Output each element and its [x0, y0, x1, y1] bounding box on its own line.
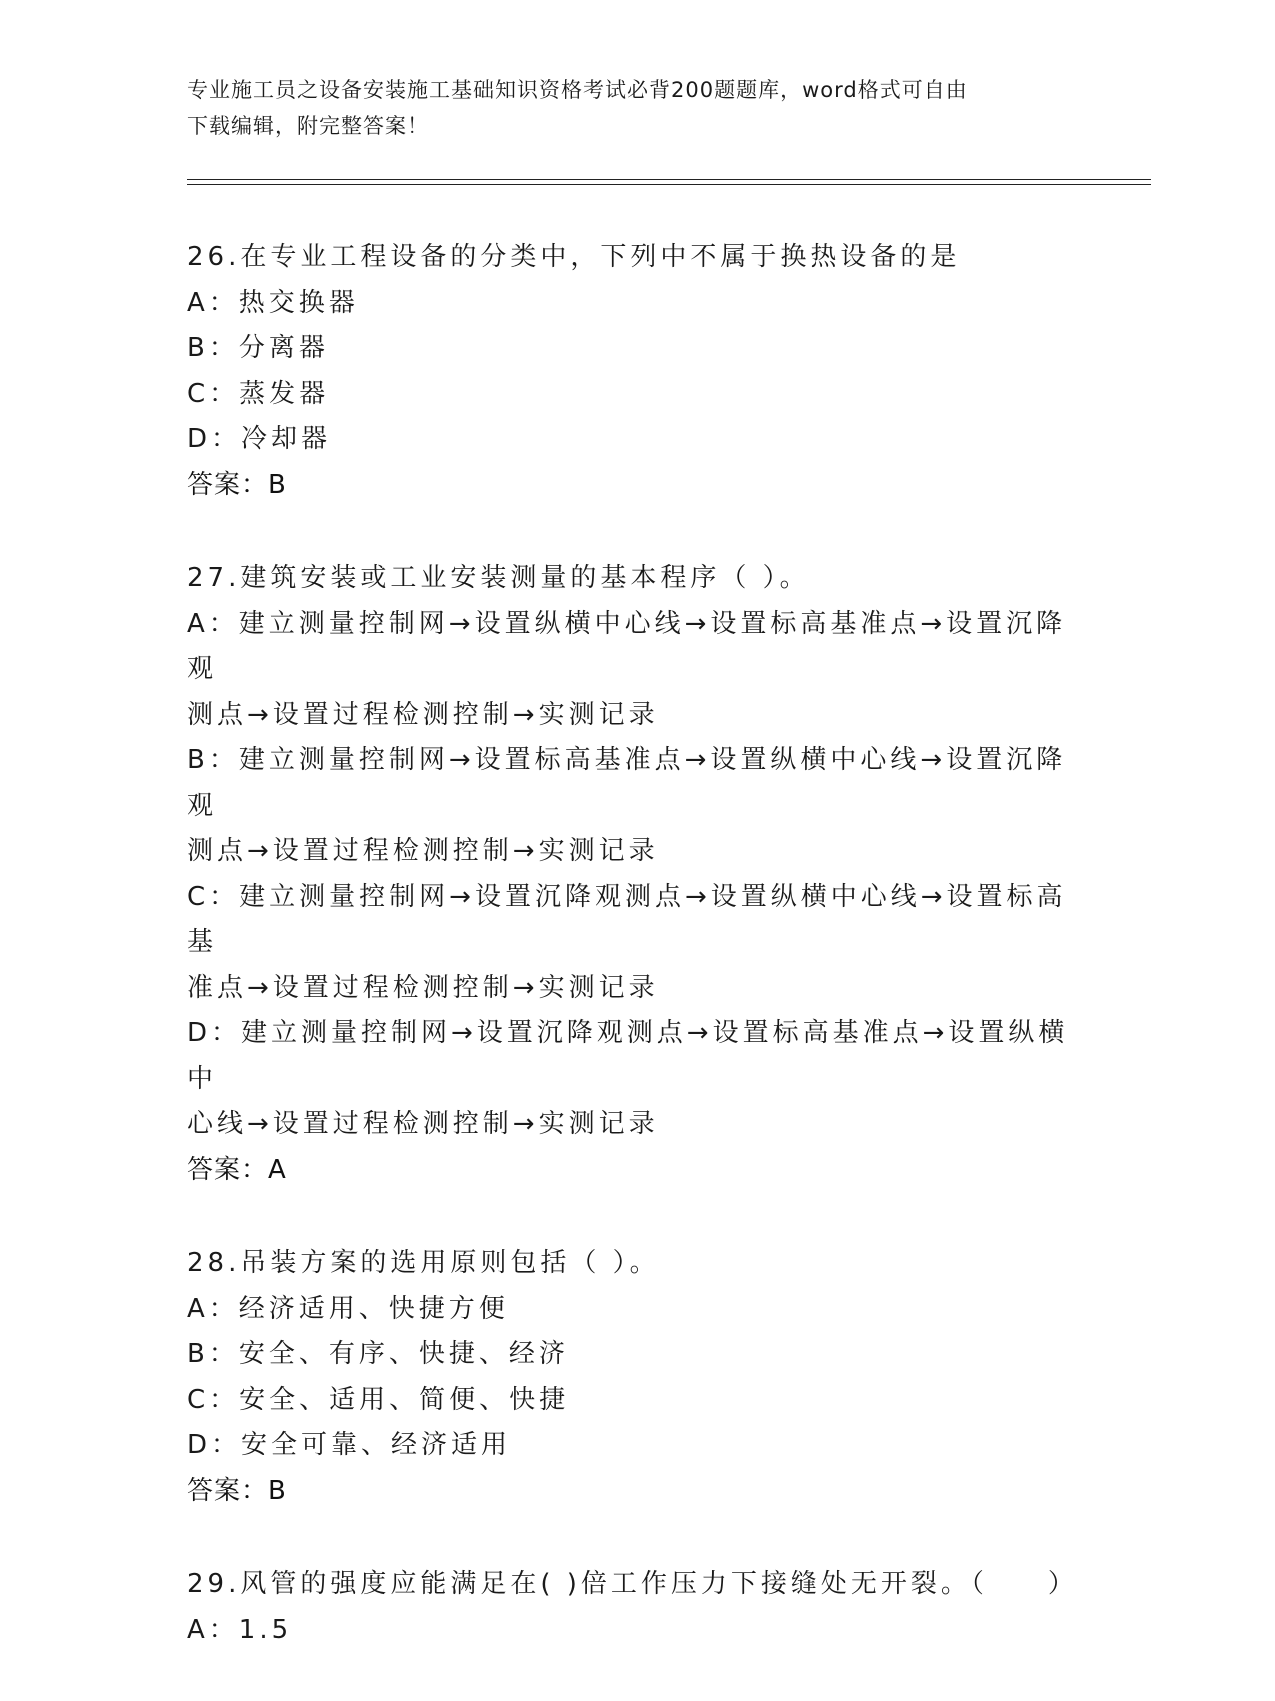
- option-c: C：安全、适用、简便、快捷: [187, 1384, 570, 1415]
- header-line-2: 下载编辑，附完整答案！: [187, 114, 429, 138]
- answer-line: 答案：B: [187, 1475, 287, 1506]
- option-d: D：安全可靠、经济适用: [187, 1430, 512, 1460]
- option-a: A：建立测量控制网→设置纵横中心线→设置标高基准点→设置沉降观: [187, 608, 1067, 684]
- option-d: D：建立测量控制网→设置沉降观测点→设置标高基准点→设置纵横中: [187, 1018, 1069, 1094]
- header-divider-bottom: [187, 184, 1151, 185]
- header-divider-top: [187, 179, 1151, 180]
- question-26: [187, 235, 1087, 508]
- option-d-continued: 心线→设置过程检测控制→实测记录: [187, 1109, 659, 1139]
- option-b-continued: 测点→设置过程检测控制→实测记录: [187, 836, 659, 866]
- option-a: A：热交换器: [187, 287, 359, 318]
- option-a-continued: 测点→设置过程检测控制→实测记录: [187, 699, 659, 730]
- answer-line: 答案：B: [187, 469, 287, 500]
- option-b: B：分离器: [187, 333, 329, 363]
- option-b: B：安全、有序、快捷、经济: [187, 1339, 569, 1369]
- option-a: A：1.5: [187, 1614, 293, 1645]
- option-c: C：蒸发器: [187, 378, 330, 409]
- header-line-1: 专业施工员之设备安装施工基础知识资格考试必背200题题库，word格式可自由: [187, 78, 968, 102]
- option-a: A：经济适用、快捷方便: [187, 1293, 509, 1324]
- option-b: B：建立测量控制网→设置标高基准点→设置纵横中心线→设置沉降观: [187, 745, 1067, 821]
- option-c-continued: 准点→设置过程检测控制→实测记录: [187, 972, 659, 1003]
- question-27: [187, 556, 1087, 1193]
- answer-line: 答案：A: [187, 1154, 287, 1185]
- document-header: [187, 72, 1087, 144]
- question-stem: 29.风管的强度应能满足在( )倍工作压力下接缝处无开裂。（ ）: [187, 1569, 1078, 1599]
- option-d: D：冷却器: [187, 424, 332, 454]
- question-list: [187, 235, 1087, 1701]
- question-stem: 27.建筑安装或工业安装测量的基本程序（ ）。: [187, 563, 810, 593]
- option-c: C：建立测量控制网→设置沉降观测点→设置纵横中心线→设置标高基: [187, 881, 1067, 957]
- question-stem: 28.吊装方案的选用原则包括（ ）。: [187, 1248, 660, 1278]
- question-stem: 26.在专业工程设备的分类中，下列中不属于换热设备的是: [187, 242, 961, 272]
- question-28: [187, 1241, 1087, 1514]
- question-29: [187, 1562, 1087, 1653]
